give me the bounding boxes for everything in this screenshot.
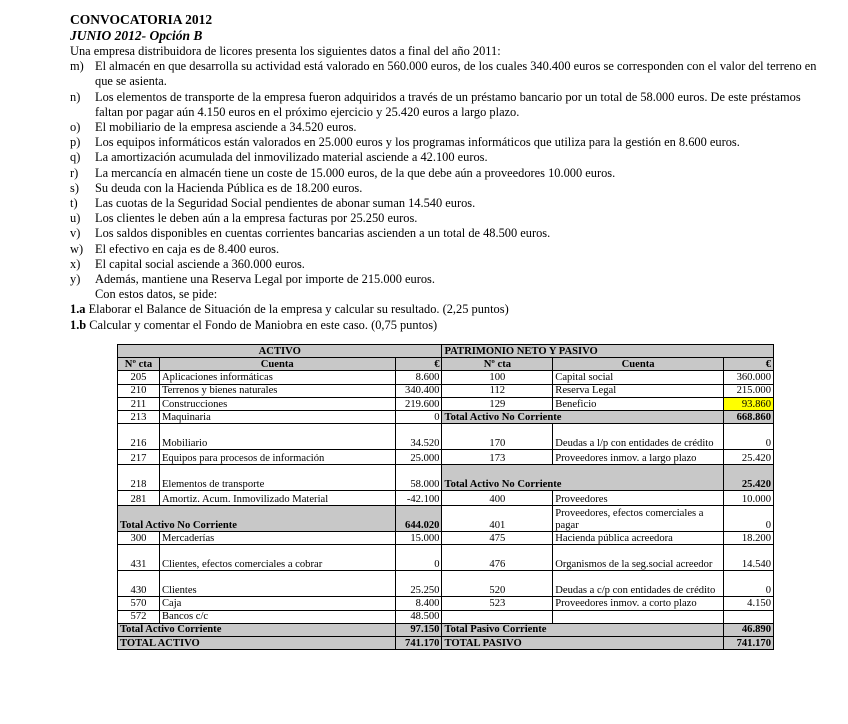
- table-cell: 644.020: [395, 506, 442, 532]
- table-cell: Clientes, efectos comerciales a cobrar: [159, 545, 395, 571]
- intro-paragraph: Una empresa distribuidora de licores presenta los siguientes datos a final del año 2011:: [70, 44, 501, 58]
- table-cell: Bancos c/c: [159, 610, 395, 623]
- table-cell: Deudas a c/p con entidades de crédito: [553, 571, 724, 597]
- table-cell: 475: [442, 532, 553, 545]
- table-row: [118, 424, 774, 450]
- table-row: [118, 384, 774, 397]
- list-text: El efectivo en caja es de 8.400 euros.: [95, 241, 280, 256]
- balance-title-row: [118, 345, 774, 358]
- list-item: [70, 272, 830, 287]
- table-cell: 18.200: [723, 532, 773, 545]
- table-row: [118, 397, 774, 410]
- table-row: [118, 410, 774, 423]
- table-cell: 34.520: [395, 424, 442, 450]
- closing-line: Con estos datos, se pide:: [95, 287, 218, 302]
- list-item: [70, 196, 830, 211]
- list-item: [70, 181, 830, 196]
- task-1b: 1.b Calcular y comentar el Fondo de Maniobra en este caso. (0,75 puntos): [70, 317, 438, 332]
- table-row: [118, 465, 774, 491]
- table-row: [118, 610, 774, 623]
- table-cell: [553, 610, 724, 623]
- list-item: [70, 226, 830, 241]
- table-cell: 8.600: [395, 371, 442, 384]
- table-cell: 25.000: [395, 450, 442, 465]
- table-row: [118, 545, 774, 571]
- list-letter: x): [70, 256, 81, 271]
- list-item: [70, 166, 830, 181]
- list-letter: w): [70, 241, 84, 256]
- col-ncta: Nº cta: [442, 358, 553, 371]
- table-cell: Beneficio: [553, 397, 724, 410]
- table-cell: 97.150: [395, 623, 442, 636]
- table-cell: 0: [723, 424, 773, 450]
- table-cell: Proveedores inmov. a corto plazo: [553, 597, 724, 610]
- balance-header-row: [118, 358, 774, 371]
- table-cell: 520: [442, 571, 553, 597]
- table-cell: 4.150: [723, 597, 773, 610]
- table-cell: 741.170: [395, 636, 442, 649]
- list-text: La mercancía en almacén tiene un coste de 15.000 euros, de la que debe aún a proveedores 10.000 euros.: [95, 165, 616, 180]
- table-cell: Reserva Legal: [553, 384, 724, 397]
- table-cell: 46.890: [723, 623, 773, 636]
- list-letter: o): [70, 120, 81, 135]
- table-cell: 523: [442, 597, 553, 610]
- table-cell: 217: [118, 450, 160, 465]
- table-cell: 25.250: [395, 571, 442, 597]
- table-cell: Deudas a l/p con entidades de crédito: [553, 424, 724, 450]
- table-cell: Total Activo No Corriente: [442, 465, 723, 491]
- table-cell: 170: [442, 424, 553, 450]
- table-cell: Hacienda pública acreedora: [553, 532, 724, 545]
- pasivo-title: PATRIMONIO NETO Y PASIVO: [442, 345, 774, 358]
- table-cell: Amortiz. Acum. Inmovilizado Material: [159, 491, 395, 506]
- table-cell: Capital social: [553, 371, 724, 384]
- list-text: El capital social asciende a 360.000 euros.: [95, 256, 305, 271]
- table-row: [118, 491, 774, 506]
- list-letter: v): [70, 226, 81, 241]
- list-text: El mobiliario de la empresa asciende a 34.520 euros.: [95, 120, 357, 135]
- table-cell: 173: [442, 450, 553, 465]
- table-cell: TOTAL ACTIVO: [118, 636, 396, 649]
- table-cell: 219.600: [395, 397, 442, 410]
- table-cell: 0: [723, 506, 773, 532]
- table-cell: Terrenos y bienes naturales: [159, 384, 395, 397]
- table-cell: 218: [118, 465, 160, 491]
- table-cell: 431: [118, 545, 160, 571]
- table-cell: 570: [118, 597, 160, 610]
- table-cell: 129: [442, 397, 553, 410]
- table-cell: Caja: [159, 597, 395, 610]
- beneficio-highlight: 93.860: [723, 397, 773, 410]
- balance-table: [117, 344, 774, 650]
- table-row: [118, 506, 774, 532]
- table-cell: 0: [395, 545, 442, 571]
- table-cell: 360.000: [723, 371, 773, 384]
- list-text: Los clientes le deben aún a la empresa facturas por 25.250 euros.: [95, 211, 418, 226]
- table-cell: Clientes: [159, 571, 395, 597]
- document-title: CONVOCATORIA 2012: [70, 12, 213, 27]
- table-cell: Total Activo No Corriente: [118, 506, 396, 532]
- table-cell: 8.400: [395, 597, 442, 610]
- table-cell: [442, 610, 553, 623]
- data-list: [70, 59, 830, 287]
- table-cell: 476: [442, 545, 553, 571]
- table-cell: 210: [118, 384, 160, 397]
- table-row: [118, 371, 774, 384]
- table-cell: Proveedores, efectos comerciales a pagar: [553, 506, 724, 532]
- document-subtitle: JUNIO 2012- Opción B: [70, 28, 203, 43]
- table-cell: 741.170: [723, 636, 773, 649]
- list-letter: m): [70, 59, 84, 74]
- table-cell: Total Pasivo Corriente: [442, 623, 723, 636]
- list-item: [70, 90, 830, 120]
- list-item: [70, 211, 830, 226]
- table-cell: Total Activo No Corriente: [442, 410, 723, 423]
- table-cell: 25.420: [723, 465, 773, 491]
- table-cell: 213: [118, 410, 160, 423]
- table-cell: 216: [118, 424, 160, 450]
- table-cell: 48.500: [395, 610, 442, 623]
- list-letter: r): [70, 165, 79, 180]
- table-cell: 25.420: [723, 450, 773, 465]
- table-cell: Equipos para procesos de información: [159, 450, 395, 465]
- list-item: [70, 257, 830, 272]
- total-corriente-row: [118, 623, 774, 636]
- list-text: Las cuotas de la Seguridad Social pendientes de abonar suman 14.540 euros.: [95, 196, 476, 211]
- list-letter: s): [70, 180, 79, 195]
- list-item: [70, 135, 830, 150]
- table-cell: 58.000: [395, 465, 442, 491]
- table-cell: 205: [118, 371, 160, 384]
- table-cell: 430: [118, 571, 160, 597]
- document-page: [70, 12, 830, 333]
- list-letter: y): [70, 272, 81, 287]
- table-cell: Total Activo Corriente: [118, 623, 396, 636]
- list-text: Los equipos informáticos están valorados en 25.000 euros y los programas informáticos que utiliza para la gestión en 8.600 euros.: [95, 135, 740, 150]
- list-letter: p): [70, 135, 81, 150]
- table-cell: Proveedores: [553, 491, 724, 506]
- table-cell: 572: [118, 610, 160, 623]
- grand-total-row: [118, 636, 774, 649]
- col-euro: €: [723, 358, 773, 371]
- table-cell: [723, 610, 773, 623]
- table-cell: 668.860: [723, 410, 773, 423]
- table-cell: Maquinaria: [159, 410, 395, 423]
- table-cell: 10.000: [723, 491, 773, 506]
- table-row: [118, 571, 774, 597]
- table-cell: 14.540: [723, 545, 773, 571]
- table-cell: TOTAL PASIVO: [442, 636, 723, 649]
- list-letter: n): [70, 89, 81, 104]
- col-cuenta: Cuenta: [159, 358, 395, 371]
- table-cell: Mercaderías: [159, 532, 395, 545]
- table-cell: Mobiliario: [159, 424, 395, 450]
- table-cell: 401: [442, 506, 553, 532]
- table-cell: 100: [442, 371, 553, 384]
- table-row: [118, 532, 774, 545]
- list-letter: t): [70, 196, 78, 211]
- table-cell: Proveedores inmov. a largo plazo: [553, 450, 724, 465]
- list-item: [70, 242, 830, 257]
- table-cell: Aplicaciones informáticas: [159, 371, 395, 384]
- list-text: Su deuda con la Hacienda Pública es de 18.200 euros.: [95, 180, 363, 195]
- table-cell: 0: [723, 571, 773, 597]
- table-cell: 300: [118, 532, 160, 545]
- list-item: [70, 59, 830, 89]
- list-item: [70, 120, 830, 135]
- table-cell: 112: [442, 384, 553, 397]
- list-letter: q): [70, 150, 81, 165]
- col-cuenta: Cuenta: [553, 358, 724, 371]
- table-cell: 281: [118, 491, 160, 506]
- task-1a: 1.a Elaborar el Balance de Situación de la empresa y calcular su resultado. (2,25 puntos): [70, 302, 509, 317]
- table-cell: Construcciones: [159, 397, 395, 410]
- list-text: Además, mantiene una Reserva Legal por importe de 215.000 euros.: [95, 272, 435, 287]
- table-row: [118, 450, 774, 465]
- list-letter: u): [70, 211, 81, 226]
- table-cell: 215.000: [723, 384, 773, 397]
- col-ncta: Nº cta: [118, 358, 160, 371]
- table-cell: 15.000: [395, 532, 442, 545]
- list-text: La amortización acumulada del inmovilizado material asciende a 42.100 euros.: [95, 150, 488, 165]
- table-cell: Organismos de la seg.social acreedor: [553, 545, 724, 571]
- activo-title: ACTIVO: [118, 345, 442, 358]
- col-euro: €: [395, 358, 442, 371]
- table-cell: 340.400: [395, 384, 442, 397]
- table-cell: -42.100: [395, 491, 442, 506]
- table-cell: 211: [118, 397, 160, 410]
- list-item: [70, 150, 830, 165]
- table-row: [118, 597, 774, 610]
- list-text: El almacén en que desarrolla su actividad está valorado en 560.000 euros, de los cuales 340.400 euros se corresponden con el valor del terreno en que se asienta.: [95, 59, 817, 89]
- table-cell: 0: [395, 410, 442, 423]
- table-cell: Elementos de transporte: [159, 465, 395, 491]
- list-text: Los elementos de transporte de la empresa fueron adquiridos a través de un préstamo bancario por un total de 58.000 euros. De este préstamos faltan por pagar aún 4.150 euros en el próximo ejercicio y 25.420 euros a largo plazo.: [95, 89, 801, 119]
- list-text: Los saldos disponibles en cuentas corrientes bancarias ascienden a un total de 48.500 euros.: [95, 226, 551, 241]
- table-cell: 400: [442, 491, 553, 506]
